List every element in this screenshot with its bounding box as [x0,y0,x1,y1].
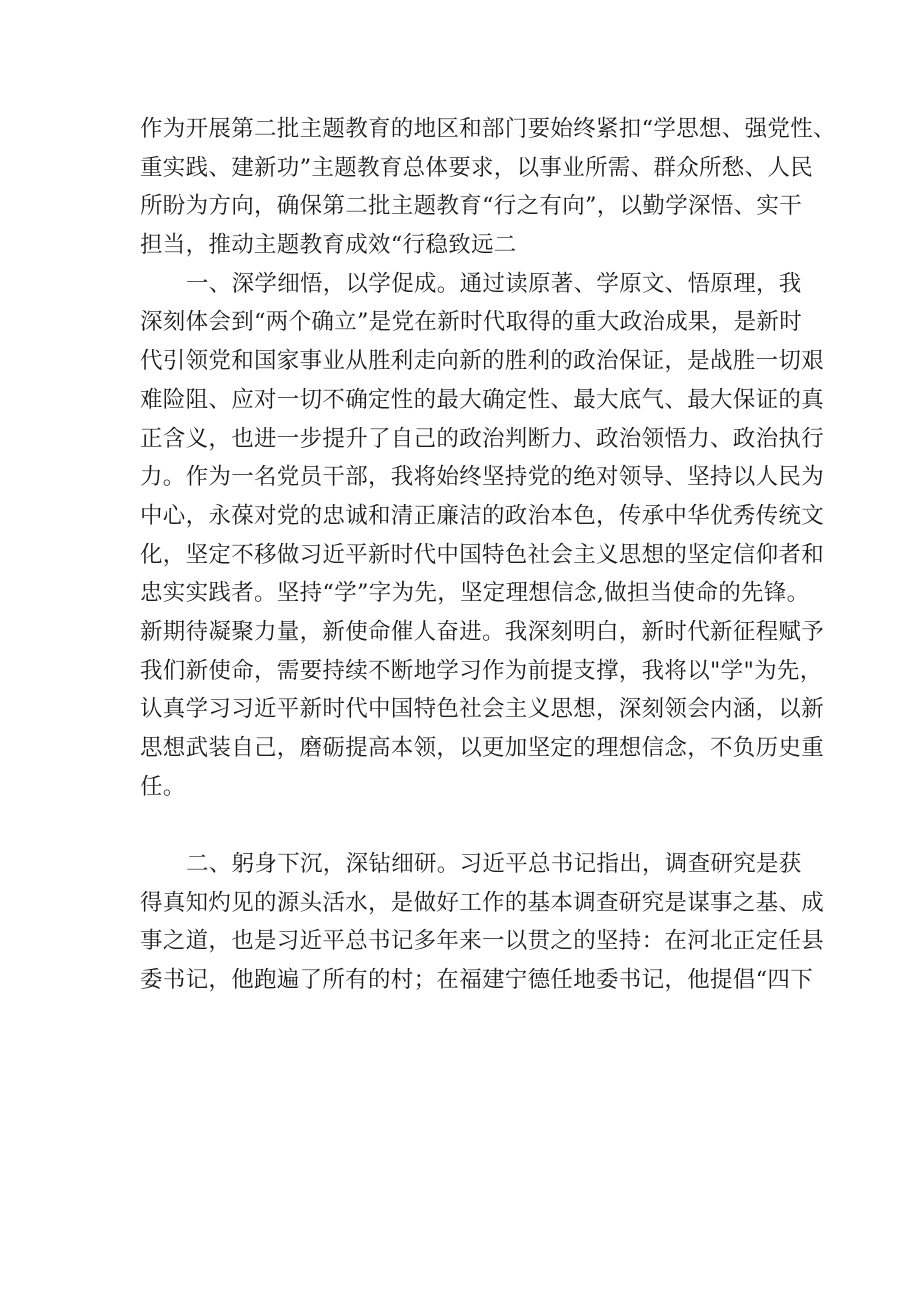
text-line: 作为开展第二批主题教育的地区和部门要始终紧扣“学思想、强党性、 [140,116,836,142]
text-line: 我们新使命，需要持续不断地学习作为前提支撑，我将以"学"为先， [140,657,823,684]
text-line: 新期待凝聚力量，新使命催人奋进。我深刻明白，新时代新征程赋予 [140,618,825,645]
text-line: 正含义，也进一步提升了自己的政治判断力、政治领悟力、政治执行 [140,425,825,452]
text-line: 认真学习习近平新时代中国特色社会主义思想，深刻领会内涵，以新 [140,696,825,723]
text-line: 担当，推动主题教育成效“行稳致远二 [140,232,517,259]
text-line: 得真知灼见的源头活水，是做好工作的基本调查研究是谋事之基、成 [140,889,825,916]
text-line: 一、深学细悟，以学促成。通过读原著、学原文、悟原理，我 [186,270,802,297]
text-line: 事之道，也是习近平总书记多年来一以贯之的坚持：在河北正定任县 [140,928,825,955]
text-line: 忠实实践者。坚持“学”字为先，坚定理想信念,做担当使命的先锋。 [140,580,810,607]
text-line: 思想武装自己，磨砺提高本领，以更加坚定的理想信念，不负历史重 [140,735,825,761]
text-line: 任。 [140,773,186,800]
text-line [140,806,800,845]
text-line: 委书记，他跑遍了所有的村；在福建宁德任地委书记，他提倡“四下 [140,967,814,994]
text-line: 代引领党和国家事业从胜利走向新的胜利的政治保证，是战胜一切艰 [140,348,825,375]
text-line: 化，坚定不移做习近平新时代中国特色社会主义思想的坚定信仰者和 [140,541,825,568]
text-line: 深刻体会到“两个确立”是党在新时代取得的重大政治成果，是新时 [140,309,803,336]
text-line: 所盼为方向，确保第二批主题教育“行之有向”，以勤学深悟、实干 [140,193,803,220]
text-line: 重实践、建新功”主题教育总体要求，以事业所需、群众所愁、人民 [140,154,814,181]
text-line: 难险阻、应对一切不确定性的最大确定性、最大底气、最大保证的真 [140,386,825,413]
text-line: 二、躬身下沉，深钻细研。习近平总书记指出，调查研究是获 [186,851,802,878]
text-line: 中心，永葆对党的忠诚和清正廉洁的政治本色，传承中华优秀传统文 [140,502,825,529]
document-body [140,110,836,1000]
text-line: 力。作为一名党员干部，我将始终坚持党的绝对领导、坚持以人民为 [140,464,825,491]
